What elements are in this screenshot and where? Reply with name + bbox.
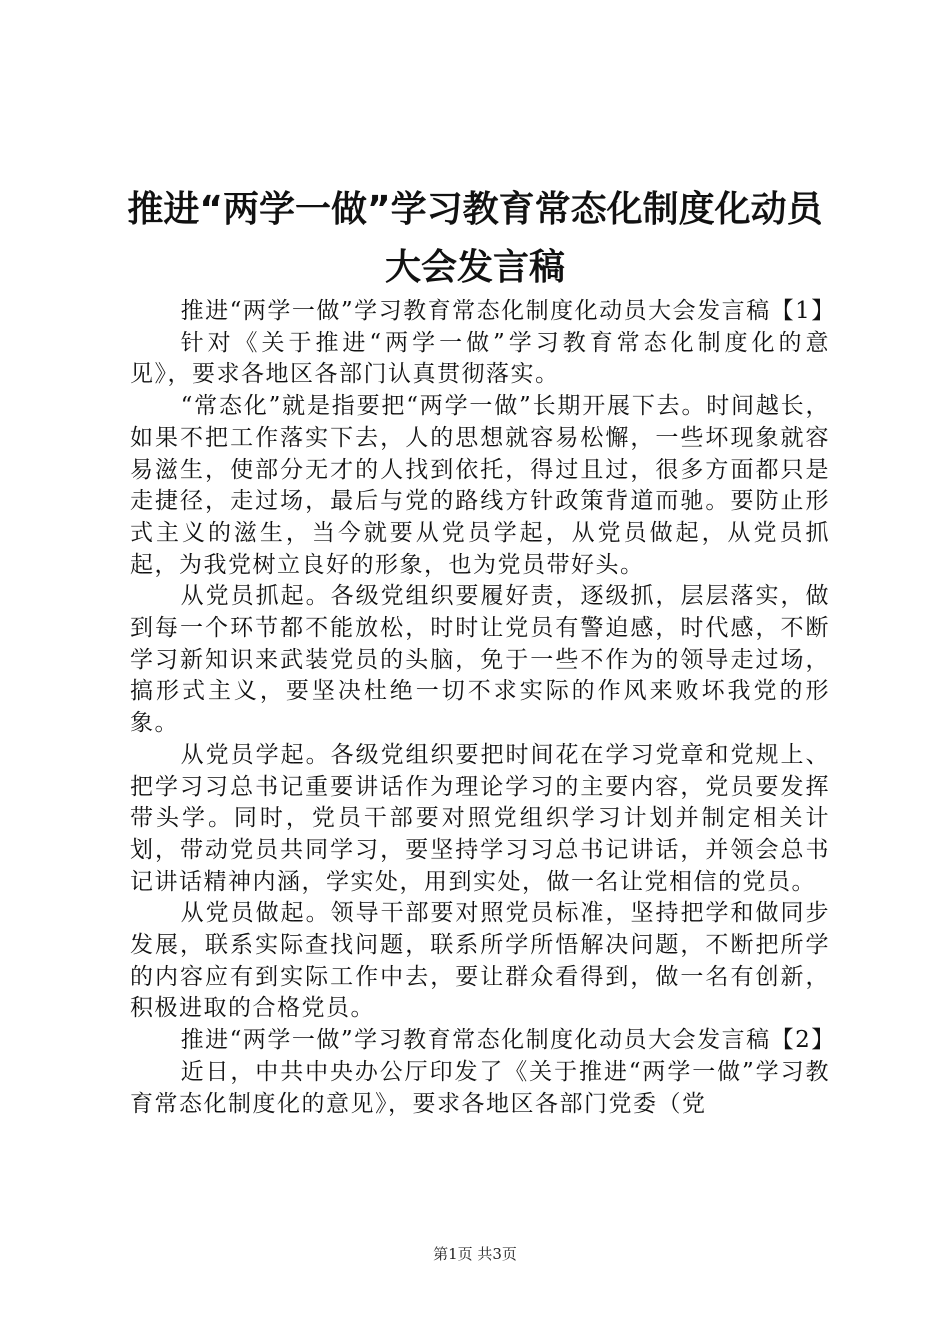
page-number-footer: 第1页 共3页 — [433, 1245, 517, 1263]
paragraph: 近日，中共中央办公厅印发了《关于推进“两学一做”学习教育常态化制度化的意见》，要求各地区各部门党委（党 — [130, 1058, 830, 1117]
paragraph: “常态化”就是指要把“两学一做”长期开展下去。时间越长，如果不把工作落实下去，人的思想就容易松懈，一些坏现象就容易滋生，使部分无才的人找到依托，得过且过，很多方面都只是走捷径，走过场，最后与党的路线方针政策背道而驰。要防止形式主义的滋生，当今就要从党员学起，从党员做起，从党员抓起，为我党树立良好的形象，也为党员带好头。 — [130, 393, 830, 578]
paragraph-heading-2: 推进“两学一做”学习教育常态化制度化动员大会发言稿【2】 — [180, 1027, 836, 1054]
paragraph: 从党员学起。各级党组织要把时间花在学习党章和党规上、把学习习总书记重要讲话作为理论学习的主要内容，党员要发挥带头学。同时，党员干部要对照党组织学习计划并制定相关计划，带动党员共同学习，要坚持学习习总书记讲话，并领会总书记讲话精神内涵，学实处，用到实处，做一名让党相信的党员。 — [130, 741, 830, 895]
document-title-line-2: 大会发言稿 — [384, 247, 565, 288]
document-body — [130, 296, 836, 1120]
paragraph: 针对《关于推进“两学一做”学习教育常态化制度化的意见》，要求各地区各部门认真贯彻落实。 — [130, 329, 830, 388]
paragraph: 从党员做起。领导干部要对照党员标准，坚持把学和做同步发展，联系实际查找问题，联系所学所悟解决问题，不断把所学的内容应有到实际工作中去，要让群众看得到，做一名有创新，积极进取的合格党员。 — [130, 900, 830, 1022]
paragraph-heading-1: 推进“两学一做”学习教育常态化制度化动员大会发言稿【1】 — [180, 298, 836, 324]
document-title-line-1: 推进“两学一做”学习教育常态化制度化动员 — [127, 189, 823, 230]
paragraph: 从党员抓起。各级党组织要履好责，逐级抓，层层落实，做到每一个环节都不能放松，时时让党员有警迫感，时代感，不断学习新知识来武装党员的头脑，免于一些不作为的领导走过场，搞形式主义，要坚决杜绝一切不求实际的作风来败坏我党的形象。 — [130, 583, 830, 737]
